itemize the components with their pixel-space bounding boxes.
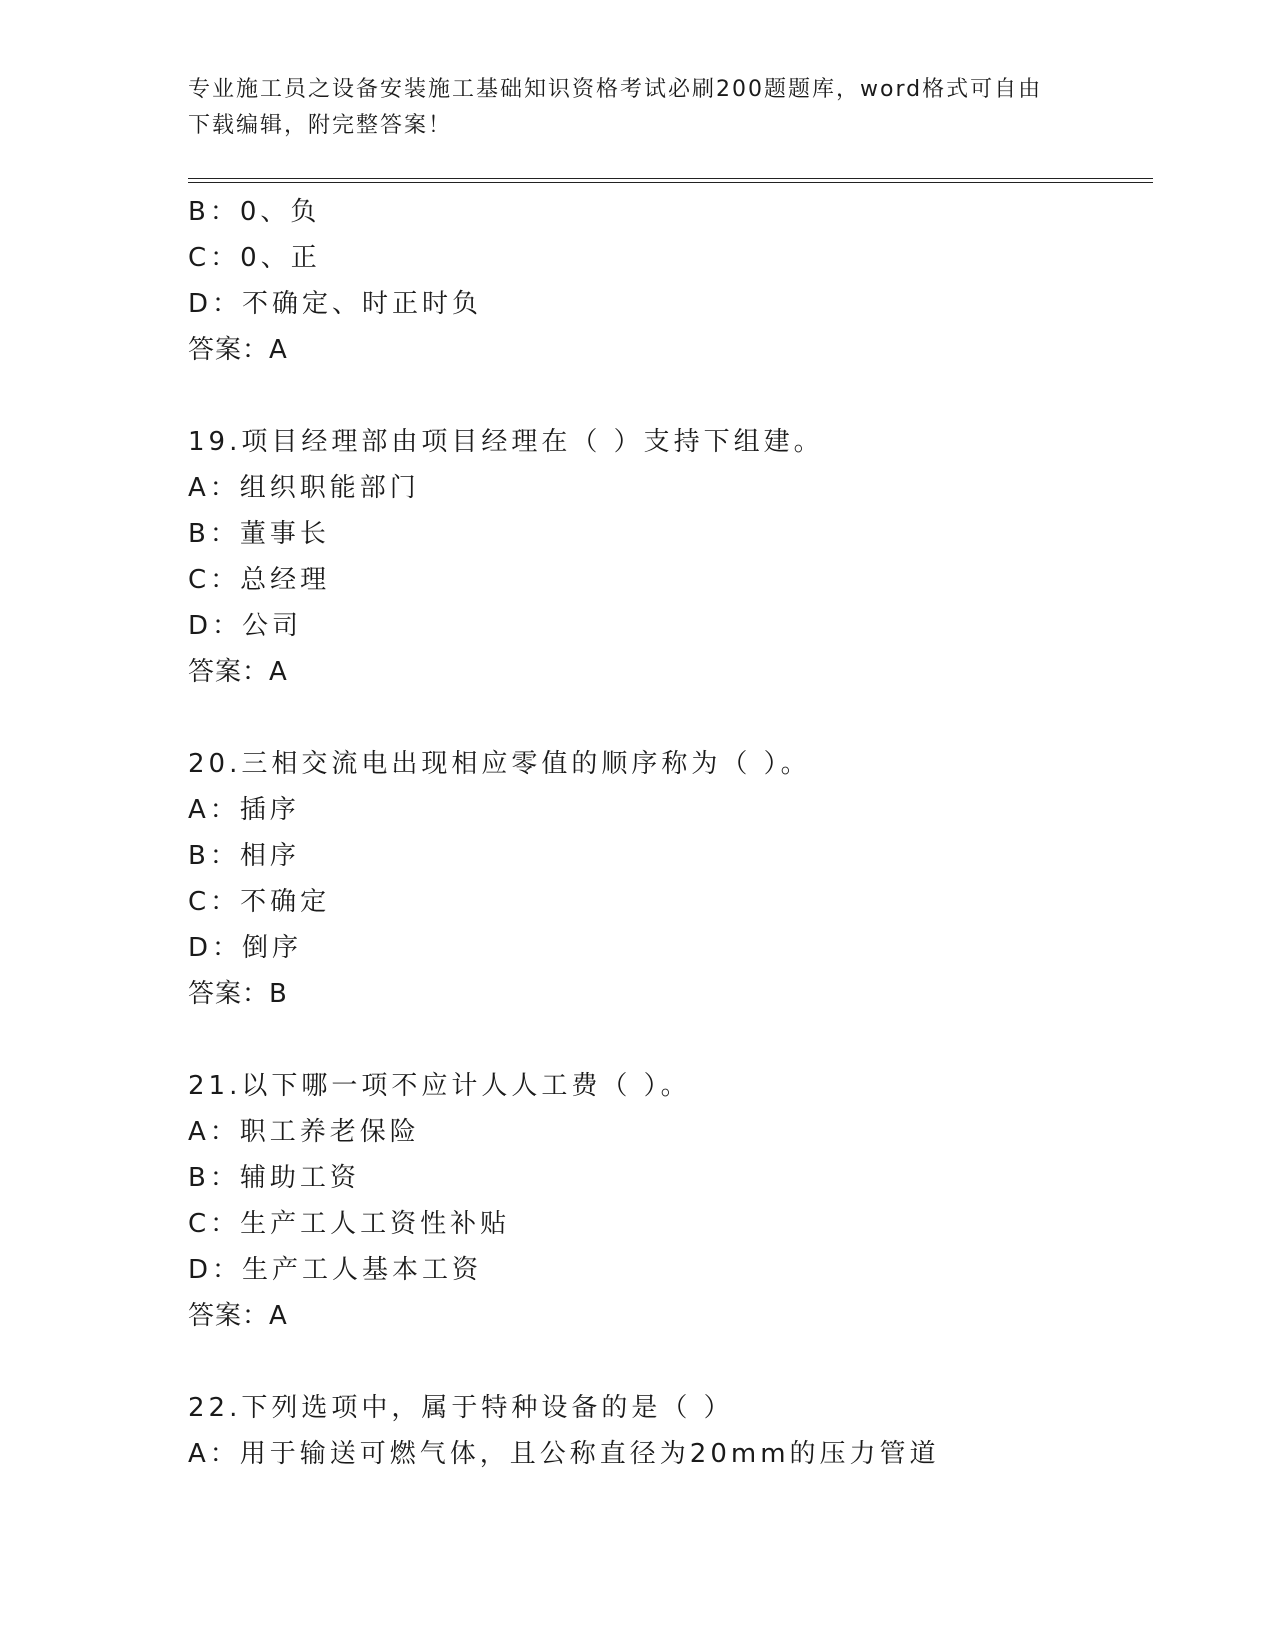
header-line-2: 下载编辑，附完整答案！: [188, 113, 453, 138]
option-c: C：不确定: [188, 887, 331, 917]
option-c: C：0、正: [188, 243, 321, 273]
option-b: B：0、负: [188, 197, 321, 227]
spacer: [188, 1339, 1148, 1385]
question-block-21: [188, 1063, 1148, 1339]
header-divider-bottom: [188, 182, 1153, 183]
document-header: [188, 72, 1088, 144]
answer: 答案：A: [188, 335, 288, 365]
answer: 答案：B: [188, 979, 288, 1009]
spacer: [188, 695, 1148, 741]
option-a: A：用于输送可燃气体，且公称直径为20mm的压力管道: [188, 1439, 940, 1469]
spacer: [188, 1017, 1148, 1063]
option-a: A：职工养老保险: [188, 1117, 420, 1147]
question-text: 19.项目经理部由项目经理在（ ）支持下组建。: [188, 427, 824, 457]
answer: 答案：A: [188, 1301, 288, 1331]
answer: 答案：A: [188, 657, 288, 687]
option-a: A：组织职能部门: [188, 473, 420, 503]
question-block-19: [188, 419, 1148, 695]
header-line-1: 专业施工员之设备安装施工基础知识资格考试必刷200题题库，word格式可自由: [188, 77, 1043, 102]
question-text: 22.下列选项中，属于特种设备的是（ ）: [188, 1393, 734, 1423]
option-d: D：公司: [188, 611, 303, 641]
header-divider-top: [188, 178, 1153, 179]
option-d: D：倒序: [188, 933, 303, 963]
option-b: B：董事长: [188, 519, 330, 549]
question-list: [188, 189, 1148, 1477]
question-block-22: [188, 1385, 1148, 1477]
option-c: C：生产工人工资性补贴: [188, 1209, 511, 1239]
option-b: B：相序: [188, 841, 300, 871]
spacer: [188, 373, 1148, 419]
option-d: D：生产工人基本工资: [188, 1255, 483, 1285]
option-c: C：总经理: [188, 565, 331, 595]
question-block-prev: [188, 189, 1148, 373]
option-a: A：插序: [188, 795, 300, 825]
question-text: 20.三相交流电出现相应零值的顺序称为（ ）。: [188, 749, 811, 779]
option-d: D：不确定、时正时负: [188, 289, 483, 319]
question-block-20: [188, 741, 1148, 1017]
question-text: 21.以下哪一项不应计人人工费（ ）。: [188, 1071, 691, 1101]
option-b: B：辅助工资: [188, 1163, 360, 1193]
